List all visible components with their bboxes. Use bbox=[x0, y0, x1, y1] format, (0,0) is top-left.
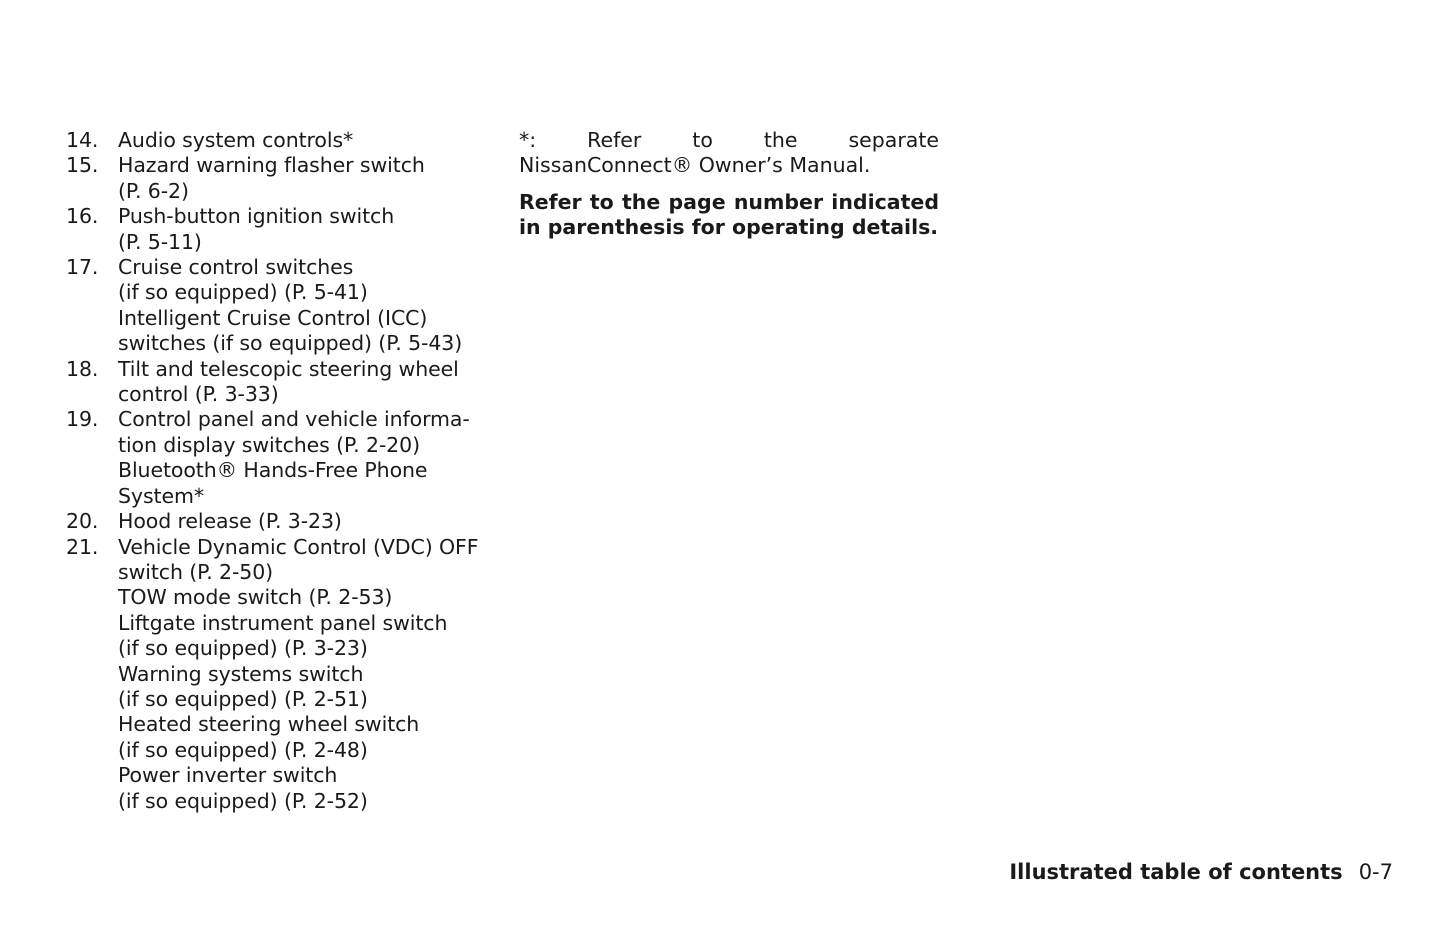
item-text: (if so equipped) (P. 5-41) bbox=[118, 280, 368, 305]
item-text: Push-button ignition switch bbox=[118, 204, 395, 229]
list-item bbox=[66, 509, 496, 534]
item-text: Power inverter switch bbox=[118, 763, 338, 788]
list-item bbox=[66, 255, 496, 357]
item-number: 21. bbox=[66, 534, 99, 559]
item-text: Hood release (P. 3-23) bbox=[118, 509, 342, 534]
item-text: switches (if so equipped) (P. 5-43) bbox=[118, 331, 463, 356]
item-number: 17. bbox=[66, 255, 99, 280]
item-list bbox=[66, 128, 496, 814]
reference-note: Refer to the page number indicated in parenthesis for operating details. bbox=[519, 189, 939, 240]
footnote: *: Refer to the separate NissanConnect® Owner’s Manual. bbox=[519, 128, 939, 178]
item-number: 19. bbox=[66, 407, 99, 432]
item-text: (P. 5-11) bbox=[118, 229, 202, 254]
item-text: Bluetooth® Hands-Free Phone bbox=[118, 458, 428, 483]
item-number: 20. bbox=[66, 509, 99, 534]
item-number: 15. bbox=[66, 153, 99, 178]
item-text: Audio system controls* bbox=[118, 128, 354, 152]
item-text: Heated steering wheel switch bbox=[118, 712, 420, 737]
item-text: (if so equipped) (P. 2-48) bbox=[118, 737, 368, 762]
section-title: Illustrated table of contents bbox=[1009, 860, 1343, 884]
item-text: Hazard warning flasher switch bbox=[118, 153, 425, 178]
item-text: tion display switches (P. 2-20) bbox=[118, 432, 420, 457]
item-number: 16. bbox=[66, 204, 99, 229]
list-item bbox=[66, 407, 496, 509]
item-text: Tilt and telescopic steering wheel bbox=[118, 356, 459, 381]
list-item bbox=[66, 204, 496, 255]
item-text: (if so equipped) (P. 2-52) bbox=[118, 788, 368, 813]
item-number: 18. bbox=[66, 356, 99, 381]
item-text: TOW mode switch (P. 2-53) bbox=[118, 585, 393, 610]
item-text: System* bbox=[118, 483, 204, 508]
item-text: Vehicle Dynamic Control (VDC) OFF bbox=[118, 534, 479, 559]
item-text: (P. 6-2) bbox=[118, 178, 189, 203]
list-item bbox=[66, 153, 496, 204]
list-item bbox=[66, 357, 496, 408]
item-text: Warning systems switch bbox=[118, 661, 364, 686]
item-text: (if so equipped) (P. 3-23) bbox=[118, 636, 368, 661]
page-footer bbox=[1009, 860, 1393, 884]
notes-column bbox=[519, 128, 939, 241]
item-text: (if so equipped) (P. 2-51) bbox=[118, 686, 368, 711]
item-text: Liftgate instrument panel switch bbox=[118, 610, 448, 635]
item-text: Intelligent Cruise Control (ICC) bbox=[118, 305, 428, 330]
item-text: Control panel and vehicle informa- bbox=[118, 407, 470, 432]
item-text: Cruise control switches bbox=[118, 255, 354, 280]
item-number: 14. bbox=[66, 128, 99, 152]
list-item bbox=[66, 128, 496, 153]
list-item bbox=[66, 535, 496, 814]
page-number: 0-7 bbox=[1358, 860, 1393, 884]
item-text: control (P. 3-33) bbox=[118, 382, 279, 407]
item-text: switch (P. 2-50) bbox=[118, 559, 274, 584]
